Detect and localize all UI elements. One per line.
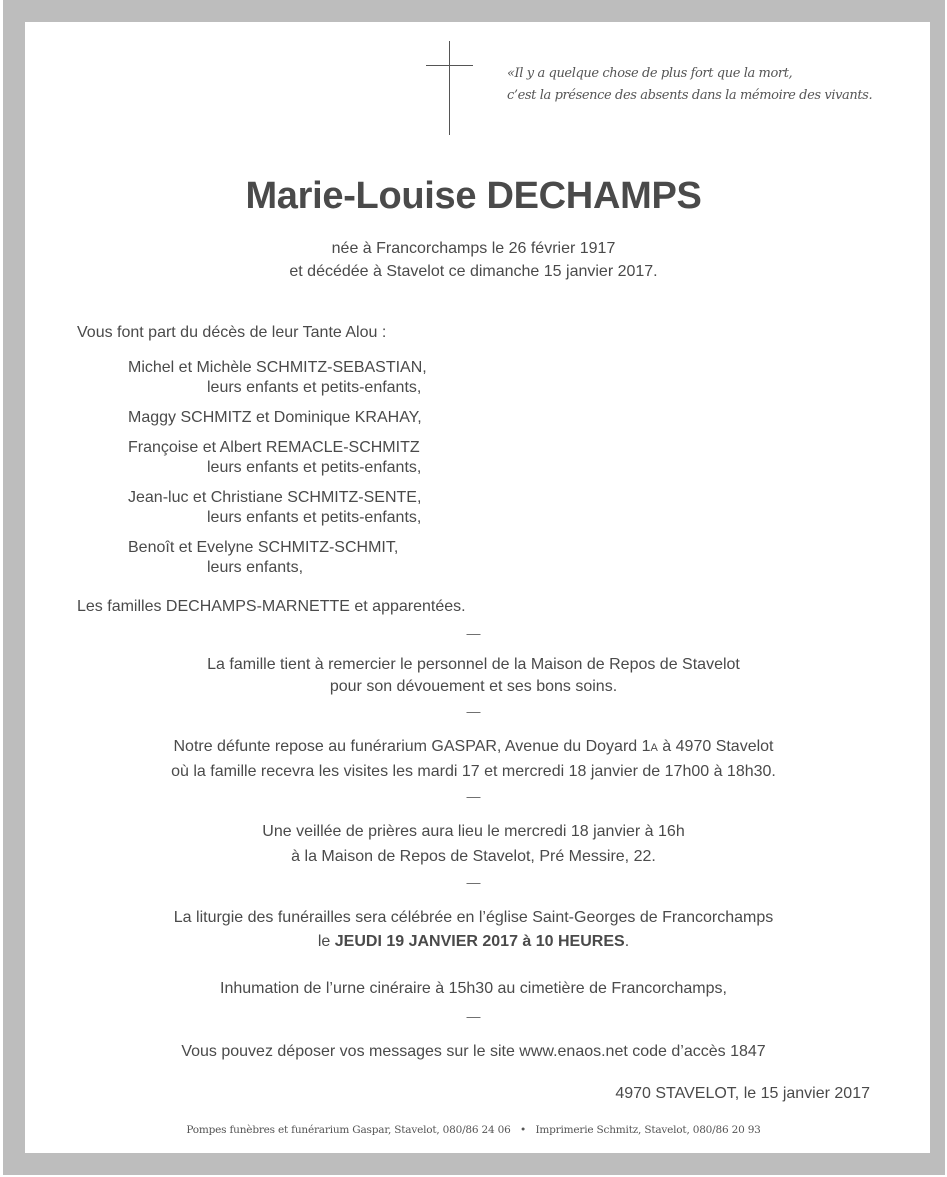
cross-icon-vertical <box>449 41 450 135</box>
family-member-descendants: leurs enfants, <box>207 559 304 576</box>
separator-dash: — <box>466 788 481 804</box>
family-member-descendants: leurs enfants et petits-enfants, <box>207 509 422 526</box>
family-member-names: Benoît et Evelyne SCHMITZ-SCHMIT, <box>128 539 399 556</box>
repose-text: Notre défunte repose au funérarium GASPAR, Avenue du Doyard 1 <box>173 738 651 755</box>
repose-city: à 4970 Stavelot <box>657 738 774 755</box>
address-suffix: A <box>650 742 658 754</box>
funeral-date-time: JEUDI 19 JANVIER 2017 à 10 HEURES <box>334 933 625 950</box>
separator-dash: — <box>466 625 481 641</box>
place-date: 4970 STAVELOT, le 15 janvier 2017 <box>615 1085 870 1102</box>
funeral-suffix: . <box>624 933 630 950</box>
extended-families: Les familles DECHAMPS-MARNETTE et apparentées. <box>77 598 466 615</box>
bullet-separator: • <box>520 1124 527 1136</box>
epigraph-quote <box>507 63 872 107</box>
quote-line-2: c’est la présence des absents dans la mémoire des vivants. <box>507 88 873 103</box>
separator-dash: — <box>466 1008 481 1024</box>
announcement-intro: Vous font part du décès de leur Tante Alou : <box>77 324 387 341</box>
family-member-names: Françoise et Albert REMACLE-SCHMITZ <box>128 439 420 456</box>
quote-line-1: «Il y a quelque chose de plus fort que la mort, <box>507 66 793 81</box>
thanks-line-2: pour son dévouement et ses bons soins. <box>329 678 618 695</box>
footer-credits <box>0 1124 947 1136</box>
funeral-line-2 <box>0 930 947 953</box>
deceased-name: Marie-Louise DECHAMPS <box>245 175 702 217</box>
printer-credit: Imprimerie Schmitz, Stavelot, 080/86 20 93 <box>535 1124 761 1136</box>
funeral-prefix: le <box>317 933 335 950</box>
separator-dash: — <box>466 703 481 719</box>
vigil-line-1: Une veillée de prières aura lieu le mercredi 18 janvier à 16h <box>262 823 685 840</box>
cross-icon-horizontal <box>426 65 473 66</box>
thanks-line-1: La famille tient à remercier le personnel de la Maison de Repos de Stavelot <box>207 656 740 673</box>
death-line: et décédée à Stavelot ce dimanche 15 janvier 2017. <box>289 263 658 280</box>
family-member-names: Michel et Michèle SCHMITZ-SEBASTIAN, <box>128 359 427 376</box>
family-member-descendants: leurs enfants et petits-enfants, <box>207 459 422 476</box>
burial-line: Inhumation de l’urne cinéraire à 15h30 au cimetière de Francorchamps, <box>220 980 727 997</box>
birth-line: née à Francorchamps le 26 février 1917 <box>331 240 616 257</box>
repose-line-1 <box>0 735 947 760</box>
separator-dash: — <box>466 874 481 890</box>
messages-line: Vous pouvez déposer vos messages sur le site www.enaos.net code d’accès 1847 <box>181 1043 766 1060</box>
family-member-names: Maggy SCHMITZ et Dominique KRAHAY, <box>128 409 422 426</box>
funeral-home-credit: Pompes funèbres et funérarium Gaspar, Stavelot, 080/86 24 06 <box>186 1124 511 1136</box>
family-member-names: Jean-luc et Christiane SCHMITZ-SENTE, <box>128 489 422 506</box>
vigil-line-2: à la Maison de Repos de Stavelot, Pré Messire, 22. <box>291 848 656 865</box>
family-member-descendants: leurs enfants et petits-enfants, <box>207 379 422 396</box>
repose-line-2: où la famille recevra les visites les mardi 17 et mercredi 18 janvier de 17h00 à 18h30. <box>171 763 776 780</box>
funeral-line-1: La liturgie des funérailles sera célébrée en l’église Saint-Georges de Francorchamps <box>173 909 774 926</box>
